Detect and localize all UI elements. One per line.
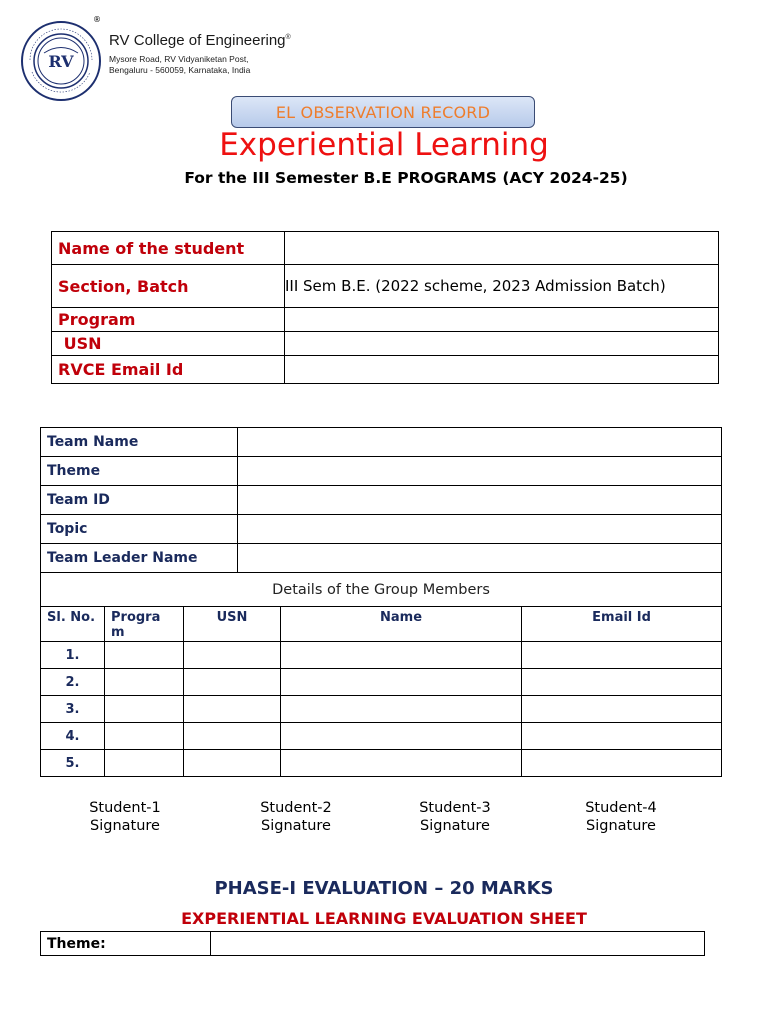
college-seal-icon [20, 20, 102, 102]
signature-student-4 [571, 799, 671, 835]
college-address-line1: Mysore Road, RV Vidyaniketan Post, [109, 54, 249, 64]
member-usn-cell[interactable] [184, 696, 281, 723]
college-name: RV College of Engineering® [109, 32, 291, 49]
student-row [52, 232, 719, 265]
student-usn-field[interactable] [285, 332, 719, 356]
theme-field[interactable] [211, 932, 705, 956]
table-row [41, 723, 722, 750]
signature-caption: Signature [420, 818, 490, 834]
theme-label: Theme: [41, 932, 211, 956]
team-row [41, 486, 722, 515]
student-label-email: RVCE Email Id [52, 356, 285, 384]
evaluation-sheet-title: EXPERIENTIAL LEARNING EVALUATION SHEET [181, 909, 587, 928]
team-label-topic: Topic [41, 515, 238, 544]
signature-label: Student-3 [419, 800, 491, 816]
team-label-leader: Team Leader Name [41, 544, 238, 573]
group-members-title-row [41, 573, 722, 607]
member-email-cell[interactable] [522, 750, 722, 777]
theme-row [41, 932, 705, 956]
team-row [41, 457, 722, 486]
theme-table [40, 931, 705, 956]
header-program: Progra m [105, 607, 184, 642]
member-usn-cell[interactable] [184, 642, 281, 669]
table-row [41, 696, 722, 723]
table-row [41, 669, 722, 696]
member-sl-1: 1. [41, 642, 105, 669]
member-name-cell[interactable] [281, 723, 522, 750]
member-name-cell[interactable] [281, 696, 522, 723]
team-label-name: Team Name [41, 428, 238, 457]
signature-caption: Signature [586, 818, 656, 834]
member-program-cell[interactable] [105, 750, 184, 777]
team-label-id: Team ID [41, 486, 238, 515]
signature-caption: Signature [90, 818, 160, 834]
student-info-table [51, 231, 719, 384]
student-section-field[interactable]: III Sem B.E. (2022 scheme, 2023 Admission Batch) [285, 265, 719, 308]
member-name-cell[interactable] [281, 642, 522, 669]
college-logo [20, 20, 102, 102]
logo-text: RV [48, 52, 74, 71]
page-subtitle: For the III Semester B.E PROGRAMS (ACY 2024-25) [184, 169, 628, 187]
student-row [52, 356, 719, 384]
header-usn: USN [184, 607, 281, 642]
member-name-cell[interactable] [281, 750, 522, 777]
student-program-field[interactable] [285, 308, 719, 332]
member-program-cell[interactable] [105, 696, 184, 723]
signature-student-2 [246, 799, 346, 835]
registered-mark: ® [93, 15, 101, 24]
team-info-table [40, 427, 722, 777]
team-label-theme: Theme [41, 457, 238, 486]
member-sl-5: 5. [41, 750, 105, 777]
table-row [41, 750, 722, 777]
signature-label: Student-2 [260, 800, 332, 816]
header-email: Email Id [522, 607, 722, 642]
student-row [52, 332, 719, 356]
header-sl-no: Sl. No. [41, 607, 105, 642]
team-theme-field[interactable] [238, 457, 722, 486]
group-members-header-row [41, 607, 722, 642]
member-usn-cell[interactable] [184, 723, 281, 750]
member-usn-cell[interactable] [184, 669, 281, 696]
student-label-program: Program [52, 308, 285, 332]
student-row [52, 308, 719, 332]
signature-label: Student-1 [89, 800, 161, 816]
student-email-field[interactable] [285, 356, 719, 384]
team-name-field[interactable] [238, 428, 722, 457]
member-sl-2: 2. [41, 669, 105, 696]
page-title: Experiential Learning [219, 127, 549, 163]
college-address-line2: Bengaluru - 560059, Karnataka, India [109, 65, 251, 75]
college-registered-mark: ® [285, 34, 291, 41]
member-email-cell[interactable] [522, 723, 722, 750]
member-program-cell[interactable] [105, 669, 184, 696]
signature-student-1 [75, 799, 175, 835]
member-name-cell[interactable] [281, 669, 522, 696]
student-name-field[interactable] [285, 232, 719, 265]
team-row [41, 515, 722, 544]
team-row [41, 544, 722, 573]
student-row [52, 265, 719, 308]
record-badge: EL OBSERVATION RECORD [231, 96, 535, 128]
group-members-title: Details of the Group Members [41, 573, 722, 607]
member-email-cell[interactable] [522, 642, 722, 669]
team-row [41, 428, 722, 457]
member-usn-cell[interactable] [184, 750, 281, 777]
signature-student-3 [405, 799, 505, 835]
student-label-name: Name of the student [52, 232, 285, 265]
member-program-cell[interactable] [105, 642, 184, 669]
student-label-usn: USN [52, 332, 285, 356]
phase-title: PHASE-I EVALUATION – 20 MARKS [214, 878, 554, 899]
table-row [41, 642, 722, 669]
team-leader-field[interactable] [238, 544, 722, 573]
member-email-cell[interactable] [522, 669, 722, 696]
signature-label: Student-4 [585, 800, 657, 816]
member-email-cell[interactable] [522, 696, 722, 723]
member-sl-3: 3. [41, 696, 105, 723]
header-name: Name [281, 607, 522, 642]
signature-caption: Signature [261, 818, 331, 834]
student-label-section: Section, Batch [52, 265, 285, 308]
member-sl-4: 4. [41, 723, 105, 750]
member-program-cell[interactable] [105, 723, 184, 750]
team-id-field[interactable] [238, 486, 722, 515]
team-topic-field[interactable] [238, 515, 722, 544]
